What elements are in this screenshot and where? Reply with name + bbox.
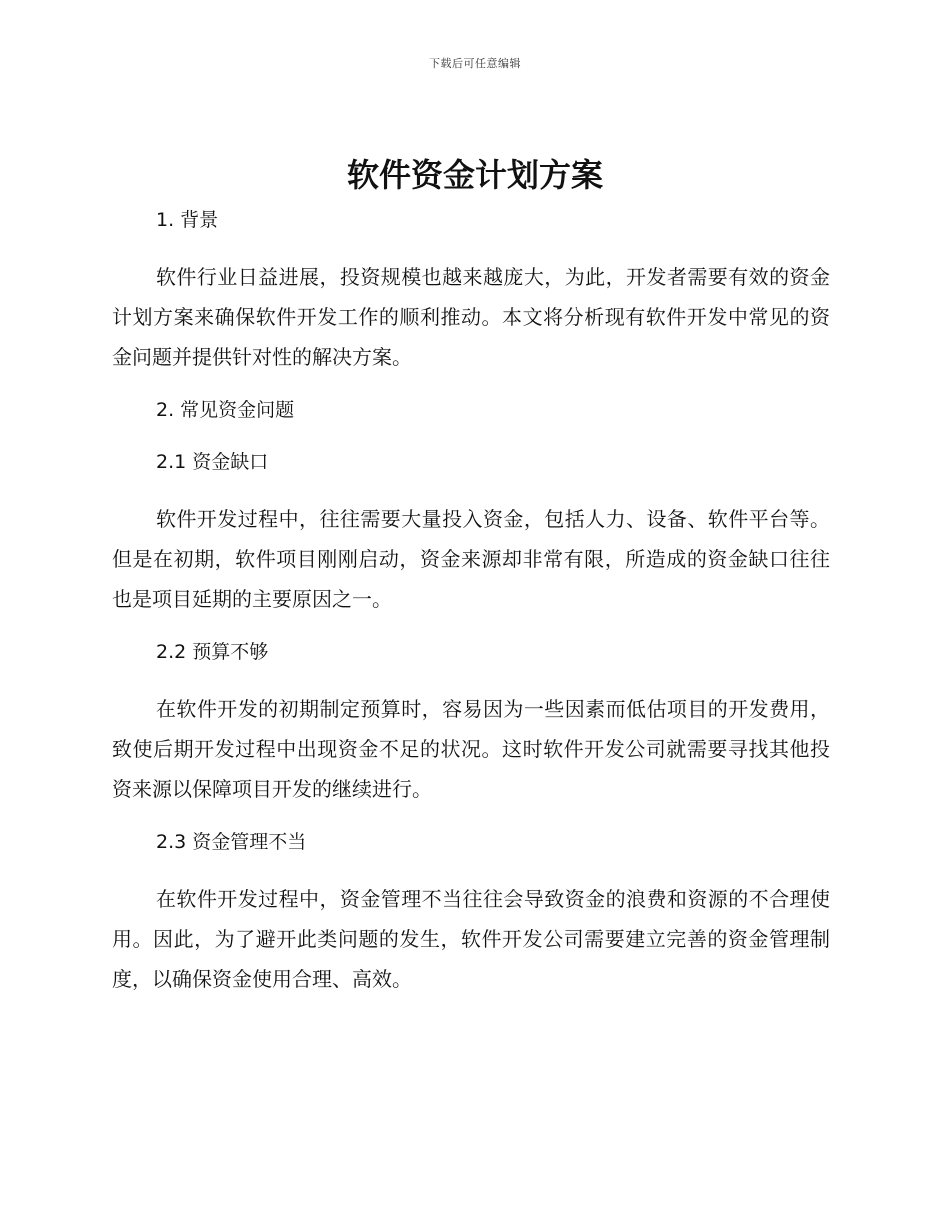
section-heading-funding-gap: 2.1 资金缺口 — [156, 451, 269, 473]
section-heading-budget-shortfall: 2.2 预算不够 — [156, 641, 269, 663]
section-heading-background: 1. 背景 — [156, 209, 219, 231]
section-paragraph-funding-gap: 软件开发过程中，往往需要大量投入资金，包括人力、设备、软件平台等。但是在初期，软件项目刚刚启动，资金来源却非常有限，所造成的资金缺口往往也是项目延期的主要原因之一。 — [112, 507, 830, 611]
header-note: 下载后可任意编辑 — [429, 57, 521, 70]
section-paragraph-mismanagement: 在软件开发过程中，资金管理不当往往会导致资金的浪费和资源的不合理使用。因此，为了避开此类问题的发生，软件开发公司需要建立完善的资金管理制度，以确保资金使用合理、高效。 — [112, 887, 830, 991]
section-paragraph-budget-shortfall: 在软件开发的初期制定预算时，容易因为一些因素而低估项目的开发费用，致使后期开发过程中出现资金不足的状况。这时软件开发公司就需要寻找其他投资来源以保障项目开发的继续进行。 — [112, 697, 830, 801]
document-body — [112, 205, 830, 999]
section-paragraph-background: 软件行业日益进展，投资规模也越来越庞大，为此，开发者需要有效的资金计划方案来确保软件开发工作的顺利推动。本文将分析现有软件开发中常见的资金问题并提供针对性的解决方案。 — [112, 265, 830, 369]
document-title: 软件资金计划方案 — [346, 156, 603, 194]
section-heading-common-issues: 2. 常见资金问题 — [156, 399, 295, 421]
section-heading-mismanagement: 2.3 资金管理不当 — [156, 831, 307, 853]
